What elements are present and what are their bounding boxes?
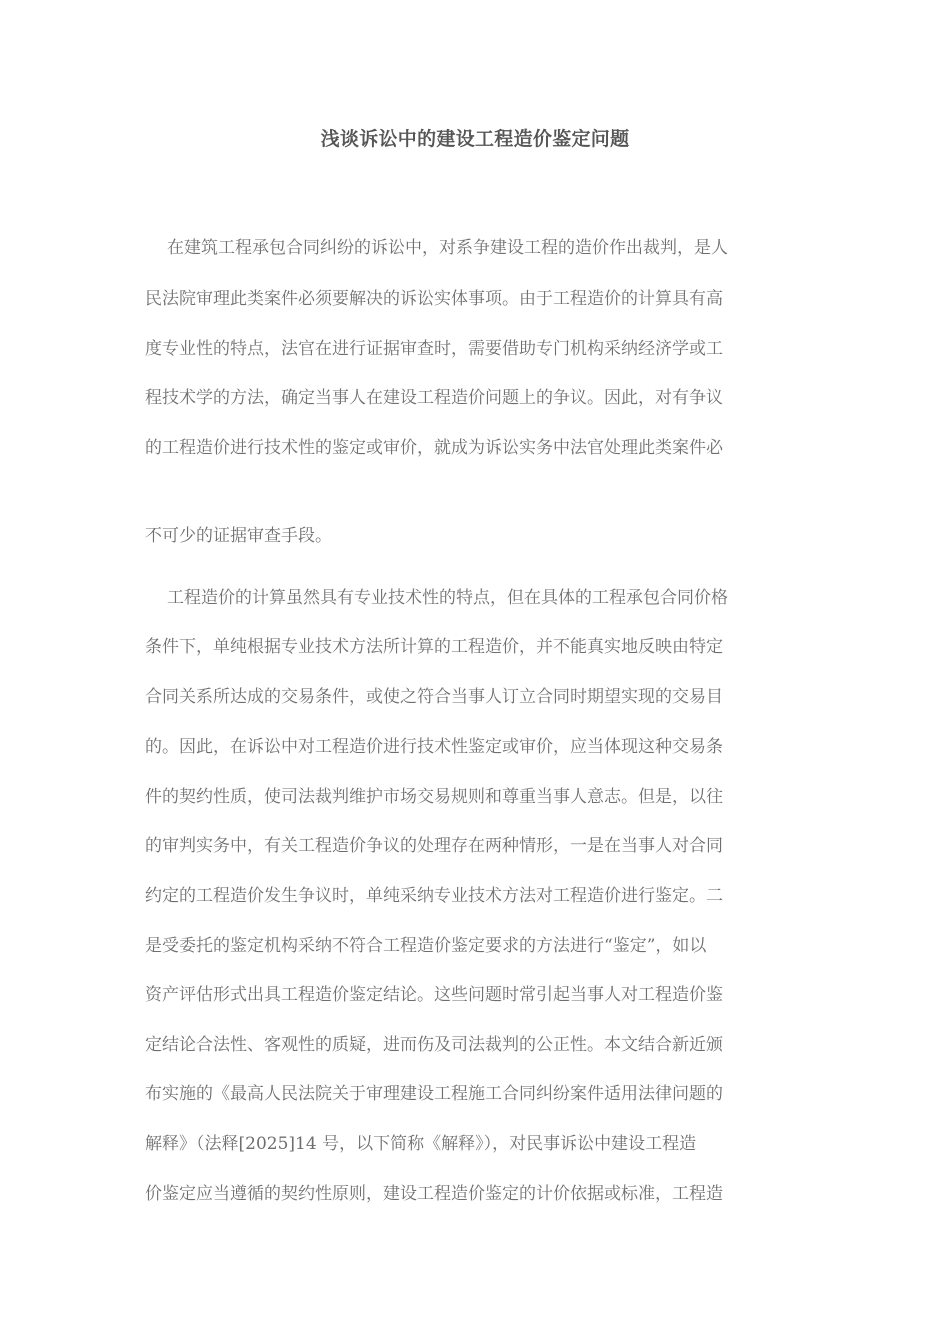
paragraph-2-line-1: 工程造价的计算虽然具有专业技术性的特点，但在具体的工程承包合同价格 xyxy=(167,588,728,608)
paragraph-1-line-2: 民法院审理此类案件必须要解决的诉讼实体事项。由于工程造价的计算具有高 xyxy=(145,289,723,309)
paragraph-2-line-8: 是受委托的鉴定机构采纳不符合工程造价鉴定要求的方法进行“鉴定”，如以 xyxy=(145,936,707,956)
paragraph-2-line-11: 布实施的《最高人民法院关于审理建设工程施工合同纠纷案件适用法律问题的 xyxy=(145,1084,723,1104)
paragraph-1-line-5: 的工程造价进行技术性的鉴定或审价，就成为诉讼实务中法官处理此类案件必 xyxy=(145,438,723,458)
paragraph-2-line-4: 的。因此，在诉讼中对工程造价进行技术性鉴定或审价，应当体现这种交易条 xyxy=(145,737,723,757)
paragraph-2-line-9: 资产评估形式出具工程造价鉴定结论。这些问题时常引起当事人对工程造价鉴 xyxy=(145,985,723,1005)
paragraph-1-line-4: 程技术学的方法，确定当事人在建设工程造价问题上的争议。因此，对有争议 xyxy=(145,388,723,408)
paragraph-2-line-7: 约定的工程造价发生争议时，单纯采纳专业技术方法对工程造价进行鉴定。二 xyxy=(145,886,723,906)
paragraph-1-line-1: 在建筑工程承包合同纠纷的诉讼中，对系争建设工程的造价作出裁判，是人 xyxy=(167,238,728,258)
paragraph-2-line-12: 解释》（法释[2025]14 号，以下简称《解释》），对民事诉讼中建设工程造 xyxy=(145,1134,697,1154)
paragraph-2-line-3: 合同关系所达成的交易条件，或使之符合当事人订立合同时期望实现的交易目 xyxy=(145,687,723,707)
paragraph-2-line-5: 件的契约性质，使司法裁判维护市场交易规则和尊重当事人意志。但是，以往 xyxy=(145,787,723,807)
paragraph-1-line-6: 不可少的证据审查手段。 xyxy=(145,526,332,546)
paragraph-1-line-3: 度专业性的特点，法官在进行证据审查时，需要借助专门机构采纳经济学或工 xyxy=(145,339,723,359)
paragraph-2-line-13: 价鉴定应当遵循的契约性原则，建设工程造价鉴定的计价依据或标准，工程造 xyxy=(145,1184,723,1204)
paragraph-2-line-10: 定结论合法性、客观性的质疑，进而伤及司法裁判的公正性。本文结合新近颁 xyxy=(145,1035,723,1055)
paragraph-2-line-6: 的审判实务中，有关工程造价争议的处理存在两种情形，一是在当事人对合同 xyxy=(145,836,723,856)
paragraph-2-line-2: 条件下，单纯根据专业技术方法所计算的工程造价，并不能真实地反映由特定 xyxy=(145,637,723,657)
document-title: 浅谈诉讼中的建设工程造价鉴定问题 xyxy=(320,128,630,150)
